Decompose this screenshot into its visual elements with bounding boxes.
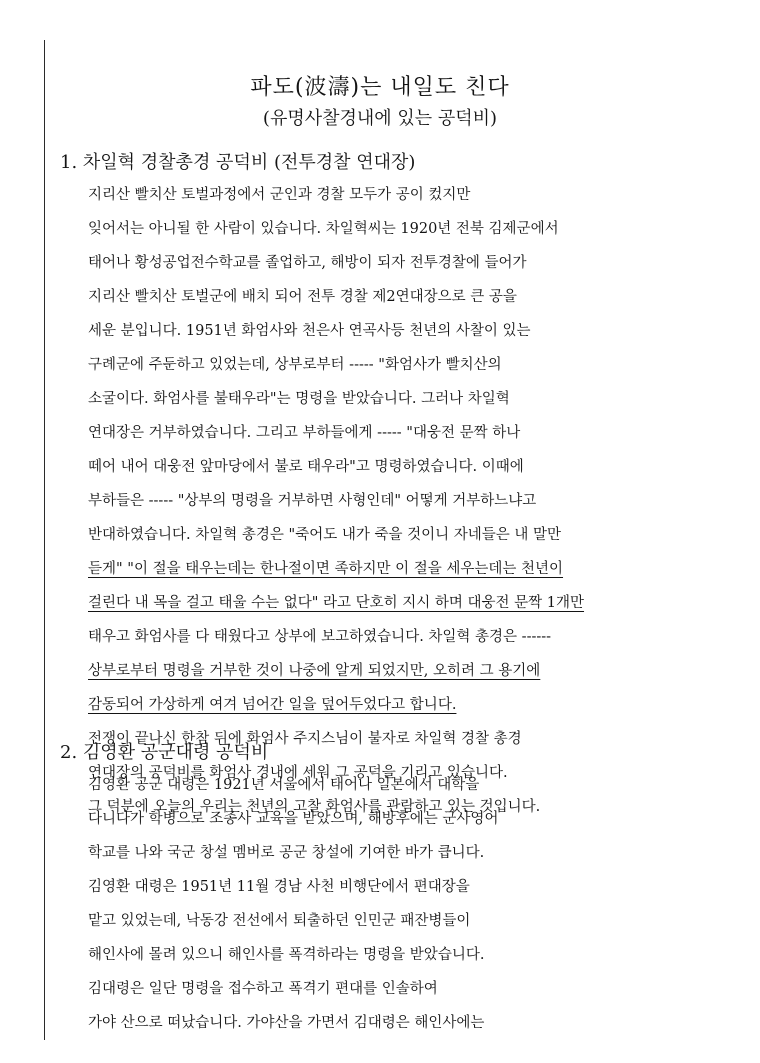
body-line: 반대하였습니다. 차일혁 총경은 "죽어도 내가 죽을 것이니 자네들은 내 말만 bbox=[88, 527, 561, 543]
body-line: 김영환 공군 대령은 1921년 서울에서 태어나 일본에서 대학을 bbox=[88, 777, 480, 793]
body-line: 부하들은 ----- "상부의 명령을 거부하면 사형인데" 어떻게 거부하느냐고 bbox=[88, 493, 537, 509]
body-line: 가야 산으로 떠났습니다. 가야산을 가면서 김대령은 해인사에는 bbox=[88, 1015, 485, 1031]
body-line: 김대령은 일단 명령을 접수하고 폭격기 편대를 인솔하여 bbox=[88, 981, 438, 997]
body-line: 다니다가 학병으로 조종사 교육을 받았으며, 해방후에는 군사영어 bbox=[88, 811, 499, 827]
body-line: 해인사에 몰려 있으니 해인사를 폭격하라는 명령을 받았습니다. bbox=[88, 947, 485, 963]
document-subtitle: (유명사찰경내에 있는 공덕비) bbox=[262, 108, 498, 129]
left-margin-rule bbox=[44, 40, 45, 1040]
body-line: 학교를 나와 국군 창설 멤버로 공군 창설에 기여한 바가 큽니다. bbox=[88, 845, 485, 861]
body-line: 연대장의 공덕비를 화엄사 경내에 세워 그 공덕을 기리고 있습니다. bbox=[88, 765, 508, 781]
body-line: 지리산 빨치산 토벌과정에서 군인과 경찰 모두가 공이 컸지만 bbox=[88, 187, 471, 203]
document-title: 파도(波濤)는 내일도 친다 bbox=[250, 75, 510, 100]
body-line: 잊어서는 아니될 한 사람이 있습니다. 차일혁씨는 1920년 전북 김제군에서 bbox=[88, 221, 559, 237]
body-line: 태어나 황성공업전수학교를 졸업하고, 해방이 되자 전투경찰에 들어가 bbox=[88, 255, 527, 271]
body-line: 떼어 내어 대웅전 앞마당에서 불로 태우라"고 명령하였습니다. 이때에 bbox=[88, 459, 524, 475]
body-line: 맡고 있었는데, 낙동강 전선에서 퇴출하던 인민군 패잔병들이 bbox=[88, 913, 471, 929]
body-line: 연대장은 거부하였습니다. 그리고 부하들에게 ----- "대웅전 문짝 하나 bbox=[88, 425, 521, 441]
body-line: 세운 분입니다. 1951년 화엄사와 천은사 연곡사등 천년의 사찰이 있는 bbox=[88, 323, 531, 339]
body-line: 그 덕분에 오늘의 우리는 천년의 고찰 화엄사를 관람하고 있는 것입니다. bbox=[88, 799, 541, 815]
section-2-heading: 2. 김영환 공군대령 공덕비 bbox=[60, 742, 269, 763]
section-1-heading: 1. 차일혁 경찰총경 공덕비 (전투경찰 연대장) bbox=[60, 152, 416, 173]
underlined-body-line: 듣게" "이 절을 태우는데는 한나절이면 족하지만 이 절을 세우는데는 천년이 bbox=[88, 561, 564, 577]
underlined-body-line: 걸린다 내 목을 걸고 태울 수는 없다" 라고 단호히 지시 하며 대웅전 문짝 1개만 bbox=[88, 595, 585, 611]
body-line: 지리산 빨치산 토벌군에 배치 되어 전투 경찰 제2연대장으로 큰 공을 bbox=[88, 289, 517, 305]
body-line: 김영환 대령은 1951년 11월 경남 사천 비행단에서 편대장을 bbox=[88, 879, 470, 895]
underlined-body-line: 상부로부터 명령을 거부한 것이 나중에 알게 되었지만, 오히려 그 용기에 bbox=[88, 663, 541, 679]
section-1 bbox=[60, 148, 740, 824]
underlined-body-line: 감동되어 가상하게 여겨 넘어간 일을 덮어두었다고 합니다. bbox=[88, 697, 457, 713]
body-line: 태우고 화엄사를 다 태웠다고 상부에 보고하였습니다. 차일혁 총경은 ------ bbox=[88, 629, 552, 645]
body-line: 구례군에 주둔하고 있었는데, 상부로부터 ----- "화엄사가 빨치산의 bbox=[88, 357, 502, 373]
body-line: 소굴이다. 화엄사를 불태우라"는 명령을 받았습니다. 그러나 차일혁 bbox=[88, 391, 510, 407]
body-line: 전쟁이 끝나신 한참 뒤에 화엄사 주지스님이 불자로 차일혁 경찰 총경 bbox=[88, 731, 522, 747]
section-2 bbox=[60, 738, 740, 1040]
